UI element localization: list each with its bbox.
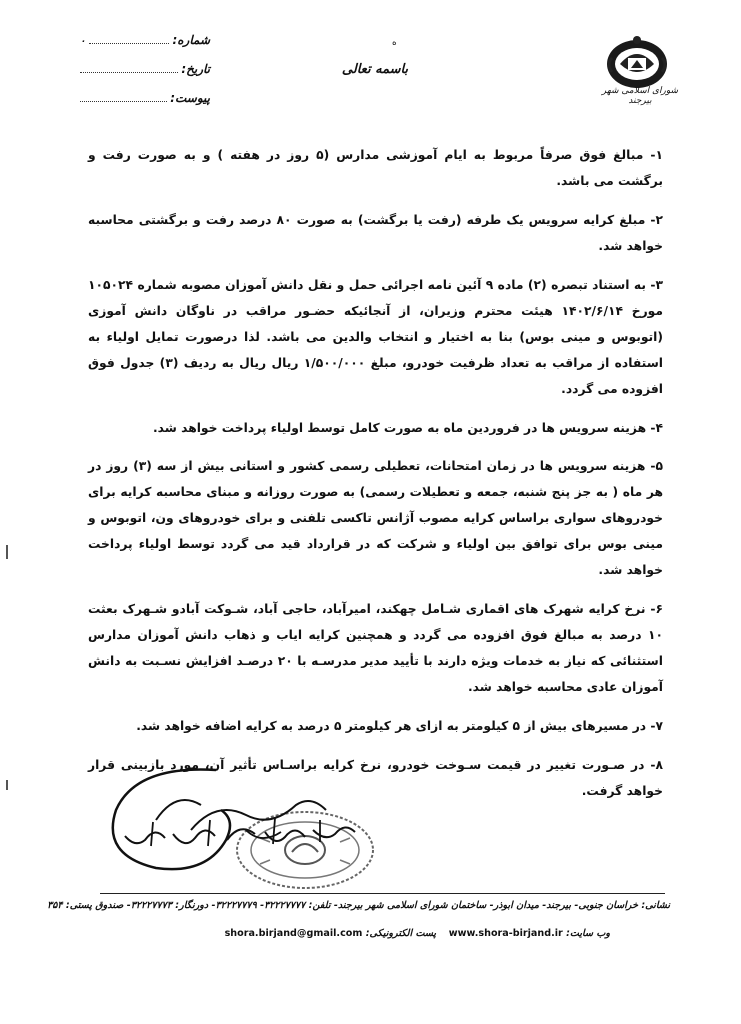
closing-handwriting-icon xyxy=(115,812,365,862)
website-label: وب سایت: xyxy=(566,928,610,939)
clause-5: ۵- هزینه سرویس ها در زمان امتحانات، تعطیلی رسمی کشور و استانی بیش از سه (۳) روز در هر ماه ( به جز پنج شنبه، جمعه و تعطیلات رسمی) به صورت روزانه و مبنای محاسبه کرایه برای خودروهای سواری براساس کرایه مصوب آژانس تاکسی تلفنی و برای خودروهای ون، اتوبوس و مینی بوس برای توافق بین اولیاء و شرکت که در قرارداد قید می گردد توسط اولیاء پرداخت خواهد شد. xyxy=(88,459,663,577)
scan-edge-mark xyxy=(6,780,8,790)
clause-4: ۴- هزینه سرویس ها در فروردین ماه به صورت کامل توسط اولیاء پرداخت خواهد شد. xyxy=(152,421,663,435)
email-label: پست الکترونیکی: xyxy=(365,928,437,939)
clause-8: ۸- در صـورت تغییر در قیمت سـوخت خودرو، نرخ کرایه براسـاس تأثیر آن، مورد بازبینی قرار خواهد گرفت. xyxy=(88,758,663,798)
number-label: شماره: xyxy=(172,33,210,47)
header-mark: ه xyxy=(392,38,397,48)
clause-1: ۱- مبالغ فوق صرفاً مربوط به ایام آموزشی مدارس (۵ روز در هفته ) و به صورت رفت و برگشت می باشد. xyxy=(88,148,663,188)
letter-attachment xyxy=(80,91,210,105)
date-label: تاریخ: xyxy=(181,62,210,76)
clause-3: ۳- به استناد تبصره (۲) ماده ۹ آئین نامه اجرائی حمل و نقل دانش آموزان مصوبه شماره ۱۰۵۰۲۴ مورخ ۱۴۰۲/۶/۱۴ هیئت محترم وزیران، از آنجائیکه حضـور مراقب در ناوگان دانش آموزی (اتوبوس و مینی بوس) بنا به اختیار و انتخاب والدین می باشد. لذا درصورت تمایل اولیاء به استفاده از مراقب به تعداد ظرفیت خودرو، مبلغ ۱/۵۰۰/۰۰۰ ریال ریال به ردیف (۳) جدول فوق افزوده می گردد. xyxy=(88,278,663,396)
date-dots xyxy=(80,62,178,73)
letter-number xyxy=(80,33,210,47)
clause-7: ۷- در مسیرهای بیش از ۵ کیلومتر به ازای هر کیلومتر ۵ درصد به کرایه اضافه خواهد شد. xyxy=(136,719,663,733)
letter-body xyxy=(88,142,663,817)
clause-2: ۲- مبلغ کرایه سرویس یک طرفه (رفت یا برگشت) به صورت ۸۰ درصد رفت و برگشتی محاسبه خواهد شد. xyxy=(88,213,663,253)
scan-edge-mark xyxy=(6,545,8,559)
email-link[interactable]: shora.birjand@gmail.com xyxy=(224,928,363,939)
footer-contact xyxy=(200,928,610,939)
council-name: شورای اسلامی شهر بیرجند xyxy=(601,86,679,106)
clause-6: ۶- نرخ کرایه شهرک های اقماری شـامل چهکند، امیرآباد، حاجی آباد، شـوکت آبادو شـهرک بعثت ۱۰ درصد به مبالغ فوق افزوده می گردد و همچنین کرایه ایاب و ذهاب دانش آموزان مدارس استثنائی که نیاز به خدمات ویژه دارند با تأیید مدیر مدرسـه با ۲۰ درصـد افزایش نسـبت به دانش آموزان عادی محاسبه خواهد شد. xyxy=(88,602,663,694)
number-value: ۰ xyxy=(80,36,86,47)
letter-date xyxy=(80,62,210,76)
basmala-heading: باسمه تعالی xyxy=(341,62,409,77)
number-dots xyxy=(89,33,169,44)
website-link[interactable]: www.shora-birjand.ir xyxy=(448,928,563,939)
footer-address: نشانی: خراسان جنوبی- بیرجند- میدان ابوذر- ساختمان شورای اسلامی شهر بیرجند- تلفن: ۳۲۲۲۷۷۷۷- ۳۲۲۲۷۷۷۹- دورنگار: ۳۲۲۲۷۷۷۳- صندوق پستی: ۳۵۴ xyxy=(47,900,670,911)
footer-divider xyxy=(100,893,665,894)
attachment-dots xyxy=(80,91,167,102)
attachment-label: پیوست: xyxy=(170,91,210,105)
